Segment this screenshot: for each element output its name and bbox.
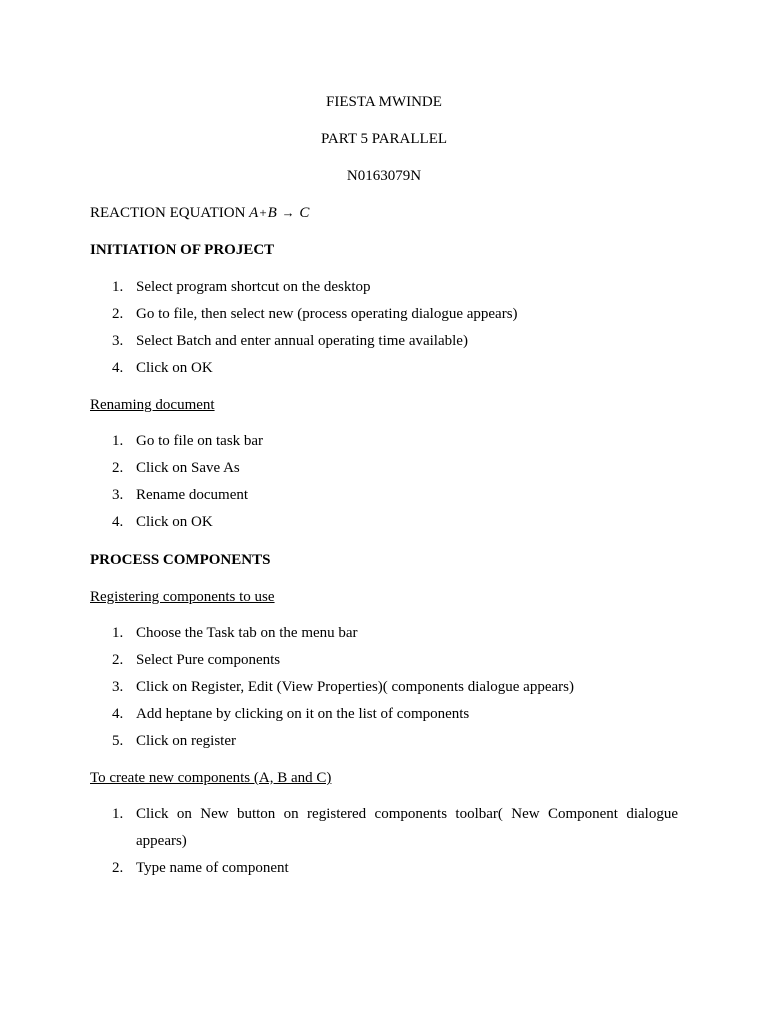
renaming-heading: Renaming document [90, 397, 215, 413]
list-item: 4. Click on OK [112, 360, 213, 376]
initiation-heading: INITIATION OF PROJECT [90, 242, 275, 258]
renaming-steps [90, 428, 678, 536]
reaction-arrow-icon: → [281, 205, 295, 220]
reactant-b: B [267, 205, 277, 221]
list-item: 4. Add heptane by clicking on it on the list of components [112, 706, 470, 722]
registering-steps [90, 620, 678, 755]
author-name: FIESTA MWINDE [326, 94, 442, 110]
list-item: 1. Click on New button on registered components toolbar( New Component dialogue appears) [112, 806, 678, 849]
list-item: 2. Go to file, then select new (process operating dialogue appears) [112, 306, 518, 322]
list-item: 1. Choose the Task tab on the menu bar [112, 625, 358, 641]
reaction-equation-label: REACTION EQUATION [90, 205, 246, 221]
list-item: 3. Rename document [112, 487, 249, 503]
plus-sign: + [259, 205, 267, 220]
list-item: 5. Click on register [112, 733, 236, 749]
list-item: 2. Type name of component [112, 860, 289, 876]
process-components-heading: PROCESS COMPONENTS [90, 552, 271, 568]
list-item: 1. Select program shortcut on the desktop [112, 279, 371, 295]
list-item: 4. Click on OK [112, 514, 213, 530]
list-item: 2. Click on Save As [112, 460, 240, 476]
student-id: N0163079N [346, 168, 422, 184]
document-subtitle: PART 5 PARALLEL [320, 131, 448, 147]
reaction-equation-line [90, 204, 678, 222]
reaction-equation [249, 205, 309, 221]
create-new-heading: To create new components (A, B and C) [90, 770, 332, 786]
reactant-a: A [249, 205, 259, 221]
create-new-steps [90, 801, 678, 882]
list-item: 2. Select Pure components [112, 652, 281, 668]
initiation-steps [90, 274, 678, 382]
registering-heading: Registering components to use [90, 589, 275, 605]
list-item: 3. Select Batch and enter annual operating time available) [112, 333, 468, 349]
product-c: C [299, 205, 310, 221]
list-item: 3. Click on Register, Edit (View Properties)( components dialogue appears) [112, 679, 574, 695]
list-item: 1. Go to file on task bar [112, 433, 264, 449]
